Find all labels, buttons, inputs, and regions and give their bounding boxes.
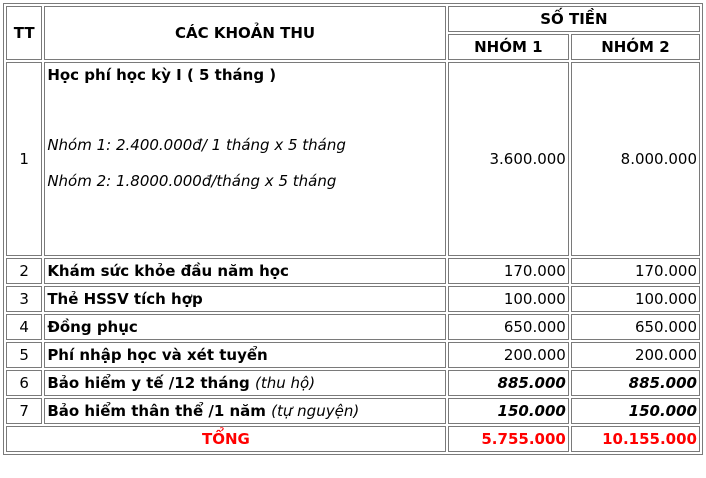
tuition-line-group1: Nhóm 1: 2.400.000đ/ 1 tháng x 5 tháng <box>47 136 346 154</box>
row-group1-amount: 150.000 <box>448 398 569 424</box>
row-group1-amount: 200.000 <box>448 342 569 368</box>
row-label-note: (tự nguyện) <box>271 402 360 420</box>
row-number: 5 <box>6 342 42 368</box>
fee-table <box>3 3 703 455</box>
row-group2-amount: 885.000 <box>571 370 700 396</box>
row-group2-amount: 650.000 <box>571 314 700 340</box>
row-group2-amount: 170.000 <box>571 258 700 284</box>
tuition-description <box>44 62 445 256</box>
row-label-text: Bảo hiểm y tế /12 tháng <box>47 374 250 392</box>
row-label <box>44 398 445 424</box>
total-group1-amount: 5.755.000 <box>448 426 569 452</box>
header-tt: TT <box>6 6 42 60</box>
total-group2-amount: 10.155.000 <box>571 426 700 452</box>
tuition-title: Học phí học kỳ I ( 5 tháng ) <box>47 66 277 84</box>
row-group1-amount: 650.000 <box>448 314 569 340</box>
tuition-row <box>6 62 700 256</box>
row-label: Thẻ HSSV tích hợp <box>44 286 445 312</box>
tuition-group1-amount: 3.600.000 <box>448 62 569 256</box>
row-group2-amount: 150.000 <box>571 398 700 424</box>
table-row <box>6 314 700 340</box>
header-amount: SỐ TIỀN <box>448 6 700 32</box>
row-label <box>44 370 445 396</box>
row-group1-amount: 885.000 <box>448 370 569 396</box>
row-number: 7 <box>6 398 42 424</box>
row-label-note: (thu hộ) <box>255 374 316 392</box>
row-number: 3 <box>6 286 42 312</box>
row-group2-amount: 100.000 <box>571 286 700 312</box>
row-label: Phí nhập học và xét tuyển <box>44 342 445 368</box>
row-number: 2 <box>6 258 42 284</box>
row-number: 6 <box>6 370 42 396</box>
header-group2: NHÓM 2 <box>571 34 700 60</box>
tuition-group2-amount: 8.000.000 <box>571 62 700 256</box>
table-row <box>6 258 700 284</box>
row-group1-amount: 170.000 <box>448 258 569 284</box>
header-row <box>6 6 700 32</box>
table-row <box>6 286 700 312</box>
tuition-line-group2: Nhóm 2: 1.8000.000đ/tháng x 5 tháng <box>47 172 337 190</box>
row-label: Khám sức khỏe đầu năm học <box>44 258 445 284</box>
table-row <box>6 398 700 424</box>
row-number: 4 <box>6 314 42 340</box>
header-group1: NHÓM 1 <box>448 34 569 60</box>
row-group2-amount: 200.000 <box>571 342 700 368</box>
row-number: 1 <box>6 62 42 256</box>
row-label: Đồng phục <box>44 314 445 340</box>
total-row <box>6 426 700 452</box>
table-row <box>6 370 700 396</box>
header-items: CÁC KHOẢN THU <box>44 6 445 60</box>
table-row <box>6 342 700 368</box>
row-group1-amount: 100.000 <box>448 286 569 312</box>
total-label: TỔNG <box>6 426 446 452</box>
row-label-text: Bảo hiểm thân thể /1 năm <box>47 402 266 420</box>
